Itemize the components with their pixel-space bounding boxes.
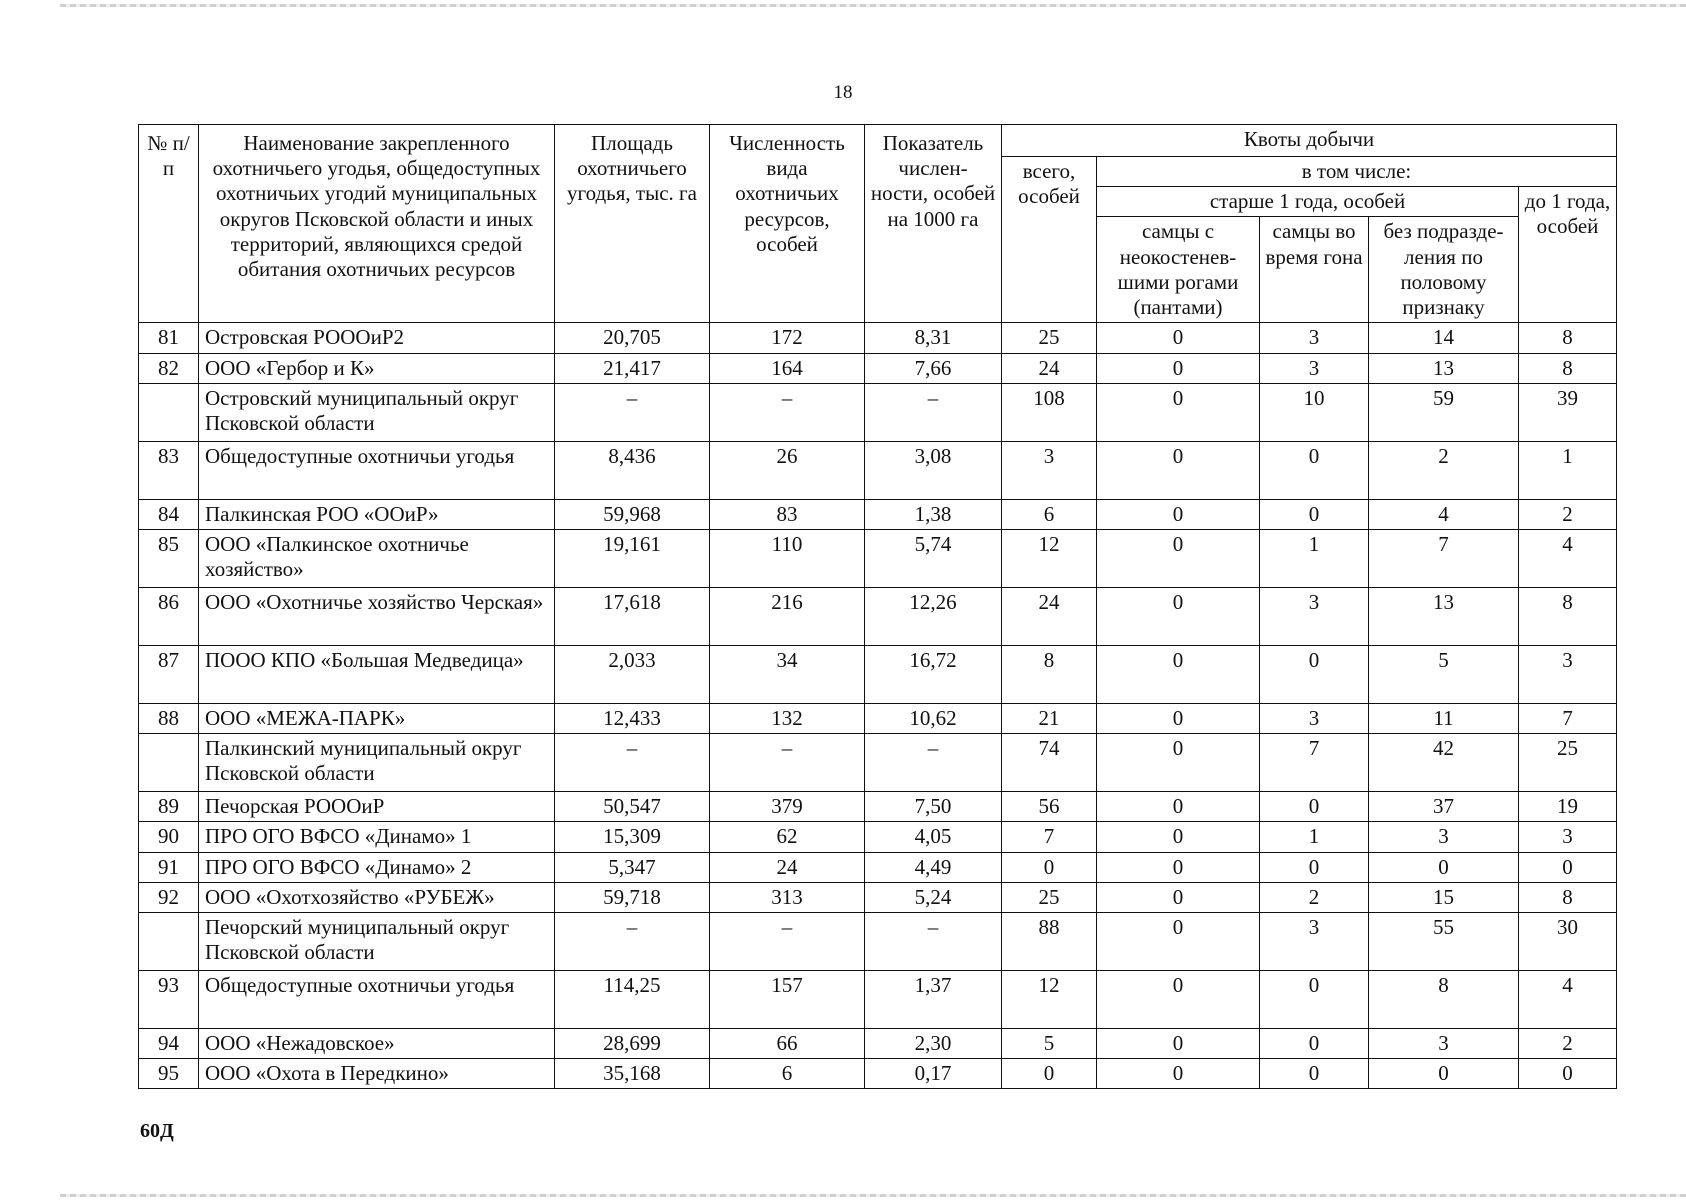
quota-table — [138, 124, 1617, 1089]
header-name: Наименование закрепленного охотничьего угодья, общедоступных охотничьих угодий муниципальных округов Псковской области и иных территорий, являющихся средой обитания охотничьих ресурсов — [199, 125, 555, 323]
cell-total: 8 — [1002, 645, 1097, 703]
cell-no: 89 — [139, 792, 199, 822]
header-area: Площадь охотничьего угодья, тыс. га — [555, 125, 710, 323]
cell-young: 8 — [1519, 587, 1617, 645]
cell-no — [139, 383, 199, 441]
cell-rut: 0 — [1260, 792, 1369, 822]
cell-name: Печорская РОООиР — [199, 792, 555, 822]
cell-no: 87 — [139, 645, 199, 703]
cell-population: 62 — [710, 822, 865, 852]
cell-no — [139, 734, 199, 792]
cell-young: 2 — [1519, 1028, 1617, 1058]
cell-no: 91 — [139, 852, 199, 882]
cell-name: Общедоступные охотничьи угодья — [199, 970, 555, 1028]
cell-density: 3,08 — [865, 441, 1002, 499]
cell-rut: 0 — [1260, 1028, 1369, 1058]
cell-area: 50,547 — [555, 792, 710, 822]
cell-total: 0 — [1002, 852, 1097, 882]
table-row — [139, 645, 1617, 703]
cell-population: 83 — [710, 499, 865, 529]
header-antlers: самцы с неокостенев-шими рогами (пантами) — [1097, 217, 1260, 323]
cell-name: Палкинская РОО «ООиР» — [199, 499, 555, 529]
cell-young: 0 — [1519, 852, 1617, 882]
header-density: Показатель числен-ности, особей на 1000 га — [865, 125, 1002, 323]
cell-name: ПРО ОГО ВФСО «Динамо» 2 — [199, 852, 555, 882]
cell-antlers: 0 — [1097, 852, 1260, 882]
cell-name: ПРО ОГО ВФСО «Динамо» 1 — [199, 822, 555, 852]
cell-total: 24 — [1002, 587, 1097, 645]
cell-young: 39 — [1519, 383, 1617, 441]
header-including: в том числе: — [1097, 157, 1617, 187]
cell-young: 8 — [1519, 882, 1617, 912]
cell-total: 7 — [1002, 822, 1097, 852]
cell-nosex: 55 — [1369, 912, 1519, 970]
cell-no: 95 — [139, 1059, 199, 1089]
cell-area: 5,347 — [555, 852, 710, 882]
cell-nosex: 0 — [1369, 1059, 1519, 1089]
cell-no: 81 — [139, 323, 199, 353]
table-row — [139, 323, 1617, 353]
cell-area: 17,618 — [555, 587, 710, 645]
cell-antlers: 0 — [1097, 912, 1260, 970]
cell-total: 56 — [1002, 792, 1097, 822]
cell-density: 0,17 — [865, 1059, 1002, 1089]
cell-name: Островский муниципальный округ Псковской области — [199, 383, 555, 441]
table-row — [139, 1028, 1617, 1058]
cell-total: 3 — [1002, 441, 1097, 499]
cell-rut: 3 — [1260, 587, 1369, 645]
cell-antlers: 0 — [1097, 529, 1260, 587]
cell-name: Островская РОООиР2 — [199, 323, 555, 353]
cell-nosex: 7 — [1369, 529, 1519, 587]
cell-nosex: 4 — [1369, 499, 1519, 529]
cell-antlers: 0 — [1097, 1028, 1260, 1058]
cell-antlers: 0 — [1097, 353, 1260, 383]
cell-antlers: 0 — [1097, 645, 1260, 703]
cell-nosex: 14 — [1369, 323, 1519, 353]
cell-area: 20,705 — [555, 323, 710, 353]
cell-density: 7,50 — [865, 792, 1002, 822]
cell-name: ООО «Нежадовское» — [199, 1028, 555, 1058]
cell-nosex: 5 — [1369, 645, 1519, 703]
cell-nosex: 3 — [1369, 822, 1519, 852]
cell-young: 25 — [1519, 734, 1617, 792]
cell-antlers: 0 — [1097, 970, 1260, 1028]
cell-nosex: 8 — [1369, 970, 1519, 1028]
cell-name: Общедоступные охотничьи угодья — [199, 441, 555, 499]
cell-no: 93 — [139, 970, 199, 1028]
cell-population: 26 — [710, 441, 865, 499]
cell-population: 34 — [710, 645, 865, 703]
cell-area: 59,968 — [555, 499, 710, 529]
cell-area: 35,168 — [555, 1059, 710, 1089]
table-row — [139, 970, 1617, 1028]
cell-total: 5 — [1002, 1028, 1097, 1058]
table-row — [139, 1059, 1617, 1089]
cell-total: 88 — [1002, 912, 1097, 970]
cell-antlers: 0 — [1097, 734, 1260, 792]
cell-total: 74 — [1002, 734, 1097, 792]
footer-code: 60Д — [140, 1120, 174, 1142]
cell-antlers: 0 — [1097, 499, 1260, 529]
header-young: до 1 года, особей — [1519, 187, 1617, 323]
cell-young: 3 — [1519, 822, 1617, 852]
cell-nosex: 13 — [1369, 587, 1519, 645]
table-row — [139, 703, 1617, 733]
cell-antlers: 0 — [1097, 822, 1260, 852]
scan-edge-bottom — [60, 1194, 1686, 1197]
cell-area: 2,033 — [555, 645, 710, 703]
cell-antlers: 0 — [1097, 441, 1260, 499]
cell-young: 8 — [1519, 353, 1617, 383]
cell-density: 1,38 — [865, 499, 1002, 529]
cell-density: – — [865, 912, 1002, 970]
table-header — [139, 125, 1617, 323]
cell-young: 4 — [1519, 529, 1617, 587]
cell-rut: 10 — [1260, 383, 1369, 441]
header-rut: самцы во время гона — [1260, 217, 1369, 323]
cell-total: 108 — [1002, 383, 1097, 441]
cell-nosex: 2 — [1369, 441, 1519, 499]
cell-area: 12,433 — [555, 703, 710, 733]
cell-rut: 7 — [1260, 734, 1369, 792]
cell-population: 110 — [710, 529, 865, 587]
cell-total: 25 — [1002, 323, 1097, 353]
cell-density: 7,66 — [865, 353, 1002, 383]
cell-young: 4 — [1519, 970, 1617, 1028]
cell-antlers: 0 — [1097, 587, 1260, 645]
cell-name: Палкинский муниципальный округ Псковской области — [199, 734, 555, 792]
cell-nosex: 13 — [1369, 353, 1519, 383]
cell-rut: 0 — [1260, 645, 1369, 703]
cell-population: – — [710, 383, 865, 441]
header-quota-group: Квоты добычи — [1002, 125, 1617, 157]
cell-young: 19 — [1519, 792, 1617, 822]
cell-total: 21 — [1002, 703, 1097, 733]
cell-name: ООО «Гербор и К» — [199, 353, 555, 383]
cell-name: ООО «Палкинское охотничье хозяйство» — [199, 529, 555, 587]
page-number: 18 — [833, 82, 853, 103]
cell-young: 8 — [1519, 323, 1617, 353]
cell-nosex: 0 — [1369, 852, 1519, 882]
cell-young: 7 — [1519, 703, 1617, 733]
cell-rut: 3 — [1260, 912, 1369, 970]
table-row — [139, 912, 1617, 970]
cell-nosex: 11 — [1369, 703, 1519, 733]
cell-density: 12,26 — [865, 587, 1002, 645]
cell-name: ООО «Охотничье хозяйство Черская» — [199, 587, 555, 645]
cell-no: 83 — [139, 441, 199, 499]
cell-rut: 3 — [1260, 353, 1369, 383]
cell-density: – — [865, 383, 1002, 441]
cell-rut: 0 — [1260, 441, 1369, 499]
header-nosex: без подразде-ления по половому признаку — [1369, 217, 1519, 323]
cell-no: 88 — [139, 703, 199, 733]
table-row — [139, 852, 1617, 882]
cell-rut: 0 — [1260, 852, 1369, 882]
cell-area: 59,718 — [555, 882, 710, 912]
cell-total: 12 — [1002, 970, 1097, 1028]
cell-total: 12 — [1002, 529, 1097, 587]
cell-density: 2,30 — [865, 1028, 1002, 1058]
cell-rut: 0 — [1260, 499, 1369, 529]
cell-rut: 1 — [1260, 822, 1369, 852]
cell-no: 85 — [139, 529, 199, 587]
cell-name: ООО «Охота в Передкино» — [199, 1059, 555, 1089]
cell-area: – — [555, 383, 710, 441]
cell-rut: 1 — [1260, 529, 1369, 587]
table-row — [139, 822, 1617, 852]
cell-density: – — [865, 734, 1002, 792]
cell-name: Печорский муниципальный округ Псковской области — [199, 912, 555, 970]
cell-population: 6 — [710, 1059, 865, 1089]
cell-population: 66 — [710, 1028, 865, 1058]
cell-young: 3 — [1519, 645, 1617, 703]
cell-nosex: 59 — [1369, 383, 1519, 441]
cell-density: 10,62 — [865, 703, 1002, 733]
cell-density: 16,72 — [865, 645, 1002, 703]
cell-population: – — [710, 912, 865, 970]
cell-young: 30 — [1519, 912, 1617, 970]
cell-no: 92 — [139, 882, 199, 912]
cell-no: 82 — [139, 353, 199, 383]
table-row — [139, 441, 1617, 499]
cell-population: 172 — [710, 323, 865, 353]
cell-rut: 3 — [1260, 703, 1369, 733]
cell-rut: 3 — [1260, 323, 1369, 353]
cell-name: ООО «МЕЖА-ПАРК» — [199, 703, 555, 733]
cell-antlers: 0 — [1097, 383, 1260, 441]
cell-population: 379 — [710, 792, 865, 822]
cell-total: 25 — [1002, 882, 1097, 912]
cell-no: 90 — [139, 822, 199, 852]
cell-population: 157 — [710, 970, 865, 1028]
cell-area: 15,309 — [555, 822, 710, 852]
table-row — [139, 353, 1617, 383]
cell-young: 1 — [1519, 441, 1617, 499]
table-row — [139, 529, 1617, 587]
cell-density: 1,37 — [865, 970, 1002, 1028]
table-row — [139, 882, 1617, 912]
cell-area: 8,436 — [555, 441, 710, 499]
cell-no — [139, 912, 199, 970]
header-older-group: старше 1 года, особей — [1097, 187, 1519, 217]
table-row — [139, 587, 1617, 645]
table-row — [139, 792, 1617, 822]
cell-density: 4,49 — [865, 852, 1002, 882]
cell-nosex: 37 — [1369, 792, 1519, 822]
cell-area: – — [555, 912, 710, 970]
cell-antlers: 0 — [1097, 882, 1260, 912]
cell-area: 28,699 — [555, 1028, 710, 1058]
cell-rut: 0 — [1260, 970, 1369, 1028]
cell-density: 5,74 — [865, 529, 1002, 587]
table-row — [139, 499, 1617, 529]
cell-population: 216 — [710, 587, 865, 645]
cell-total: 6 — [1002, 499, 1097, 529]
cell-rut: 0 — [1260, 1059, 1369, 1089]
cell-area: 114,25 — [555, 970, 710, 1028]
cell-antlers: 0 — [1097, 323, 1260, 353]
cell-name: ООО «Охотхозяйство «РУБЕЖ» — [199, 882, 555, 912]
table-row — [139, 734, 1617, 792]
cell-total: 24 — [1002, 353, 1097, 383]
cell-young: 0 — [1519, 1059, 1617, 1089]
cell-nosex: 15 — [1369, 882, 1519, 912]
cell-density: 4,05 — [865, 822, 1002, 852]
cell-population: 164 — [710, 353, 865, 383]
cell-antlers: 0 — [1097, 703, 1260, 733]
cell-total: 0 — [1002, 1059, 1097, 1089]
cell-area: – — [555, 734, 710, 792]
cell-nosex: 3 — [1369, 1028, 1519, 1058]
cell-young: 2 — [1519, 499, 1617, 529]
cell-nosex: 42 — [1369, 734, 1519, 792]
cell-density: 5,24 — [865, 882, 1002, 912]
cell-population: 313 — [710, 882, 865, 912]
header-no: № п/п — [139, 125, 199, 323]
cell-name: ПООО КПО «Большая Медведица» — [199, 645, 555, 703]
cell-area: 19,161 — [555, 529, 710, 587]
cell-density: 8,31 — [865, 323, 1002, 353]
cell-area: 21,417 — [555, 353, 710, 383]
cell-no: 94 — [139, 1028, 199, 1058]
cell-no: 84 — [139, 499, 199, 529]
scan-edge-top — [60, 4, 1686, 7]
header-total: всего, особей — [1002, 157, 1097, 323]
header-population: Численность вида охотничьих ресурсов, особей — [710, 125, 865, 323]
table-row — [139, 383, 1617, 441]
cell-antlers: 0 — [1097, 1059, 1260, 1089]
cell-population: – — [710, 734, 865, 792]
cell-no: 86 — [139, 587, 199, 645]
cell-population: 132 — [710, 703, 865, 733]
cell-rut: 2 — [1260, 882, 1369, 912]
cell-population: 24 — [710, 852, 865, 882]
cell-antlers: 0 — [1097, 792, 1260, 822]
table-body — [139, 323, 1617, 1089]
